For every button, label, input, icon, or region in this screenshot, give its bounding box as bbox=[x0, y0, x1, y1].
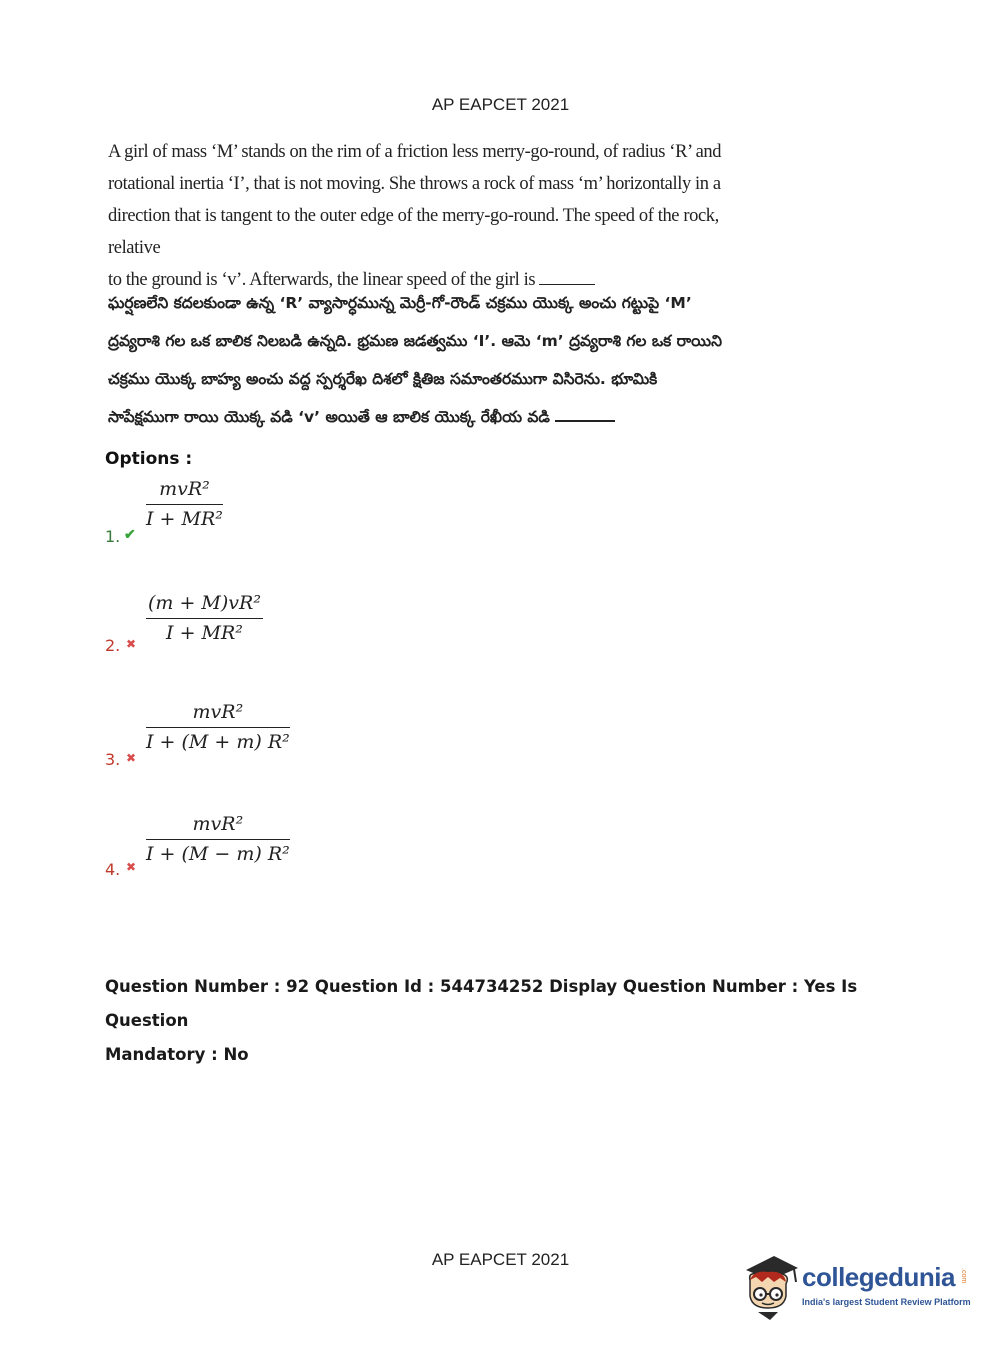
meta-line: Mandatory : No bbox=[105, 1045, 249, 1064]
question-line: ద్రవ్యరాశి గల ఒక బాలిక నిలబడి ఉన్నది. భ్రమణ జడత్వము ‘I’. ఆమె ‘m’ ద్రవ్యరాశి గల ఒక రాయిని bbox=[108, 332, 722, 350]
formula-numerator: (m + M)vR² bbox=[148, 592, 261, 614]
question-telugu bbox=[108, 284, 748, 436]
answer-blank bbox=[555, 406, 615, 422]
option-formula bbox=[146, 478, 223, 530]
question-meta bbox=[105, 970, 905, 1072]
meta-line: Question Number : 92 Question Id : 544734252 Display Question Number : Yes Is Question bbox=[105, 977, 858, 1030]
formula-denominator: I + (M + m) R² bbox=[146, 731, 290, 753]
logo-suffix: .com bbox=[960, 1268, 967, 1284]
option-formula bbox=[146, 813, 290, 865]
option-number: 4. bbox=[105, 860, 121, 879]
formula-numerator: mvR² bbox=[159, 478, 210, 500]
options-title: Options : bbox=[105, 449, 193, 469]
collegedunia-logo[interactable] bbox=[740, 1250, 970, 1320]
question-line: చక్రము యొక్క బాహ్య అంచు వద్ద స్పర్శరేఖ దిశలో క్షితిజ సమాంతరముగా విసిరెను. భూమికి bbox=[108, 370, 658, 388]
cross-icon: ✖ bbox=[126, 637, 137, 651]
question-line: direction that is tangent to the outer edge of the merry-go-round. The speed of the rock, relative bbox=[108, 206, 719, 258]
question-line: rotational inertia ‘I’, that is not moving. She throws a rock of mass ‘m’ horizontally in a bbox=[108, 174, 721, 194]
option-number: 2. bbox=[105, 636, 121, 655]
option-formula bbox=[146, 701, 290, 753]
logo-tagline: India's largest Student Review Platform bbox=[802, 1297, 971, 1307]
logo-name: collegedunia bbox=[802, 1262, 955, 1292]
mascot-icon bbox=[740, 1250, 802, 1322]
formula-numerator: mvR² bbox=[192, 813, 244, 835]
header-title: AP EAPCET 2021 bbox=[431, 95, 570, 114]
option-number: 1. bbox=[105, 527, 121, 546]
formula-denominator: I + MR² bbox=[166, 622, 243, 644]
footer-title: AP EAPCET 2021 bbox=[431, 1250, 570, 1269]
formula-numerator: mvR² bbox=[192, 701, 244, 723]
formula-denominator: I + (M − m) R² bbox=[146, 843, 290, 865]
question-english bbox=[108, 136, 748, 296]
answer-blank bbox=[539, 270, 595, 285]
cross-icon: ✖ bbox=[126, 860, 137, 874]
option-number: 3. bbox=[105, 750, 121, 769]
question-line: to the ground is ‘v’. Afterwards, the linear speed of the girl is bbox=[108, 264, 748, 296]
check-icon: ✔ bbox=[124, 526, 136, 542]
cross-icon: ✖ bbox=[126, 751, 137, 765]
option-formula bbox=[146, 592, 263, 644]
question-line: A girl of mass ‘M’ stands on the rim of a friction less merry-go-round, of radius ‘R’ and bbox=[108, 142, 722, 162]
question-line: ఘర్షణలేని కదలకుండా ఉన్న ‘R’ వ్యాసార్ధమున్న మెర్రీ-గో-రౌండ్ చక్రము యొక్క అంచు గట్టుపై ‘M’ bbox=[108, 294, 692, 312]
formula-denominator: I + MR² bbox=[146, 508, 223, 530]
question-line: సాపేక్షముగా రాయి యొక్క వడి ‘v’ అయితే ఆ బాలిక యొక్క రేఖీయ వడి bbox=[108, 398, 748, 436]
